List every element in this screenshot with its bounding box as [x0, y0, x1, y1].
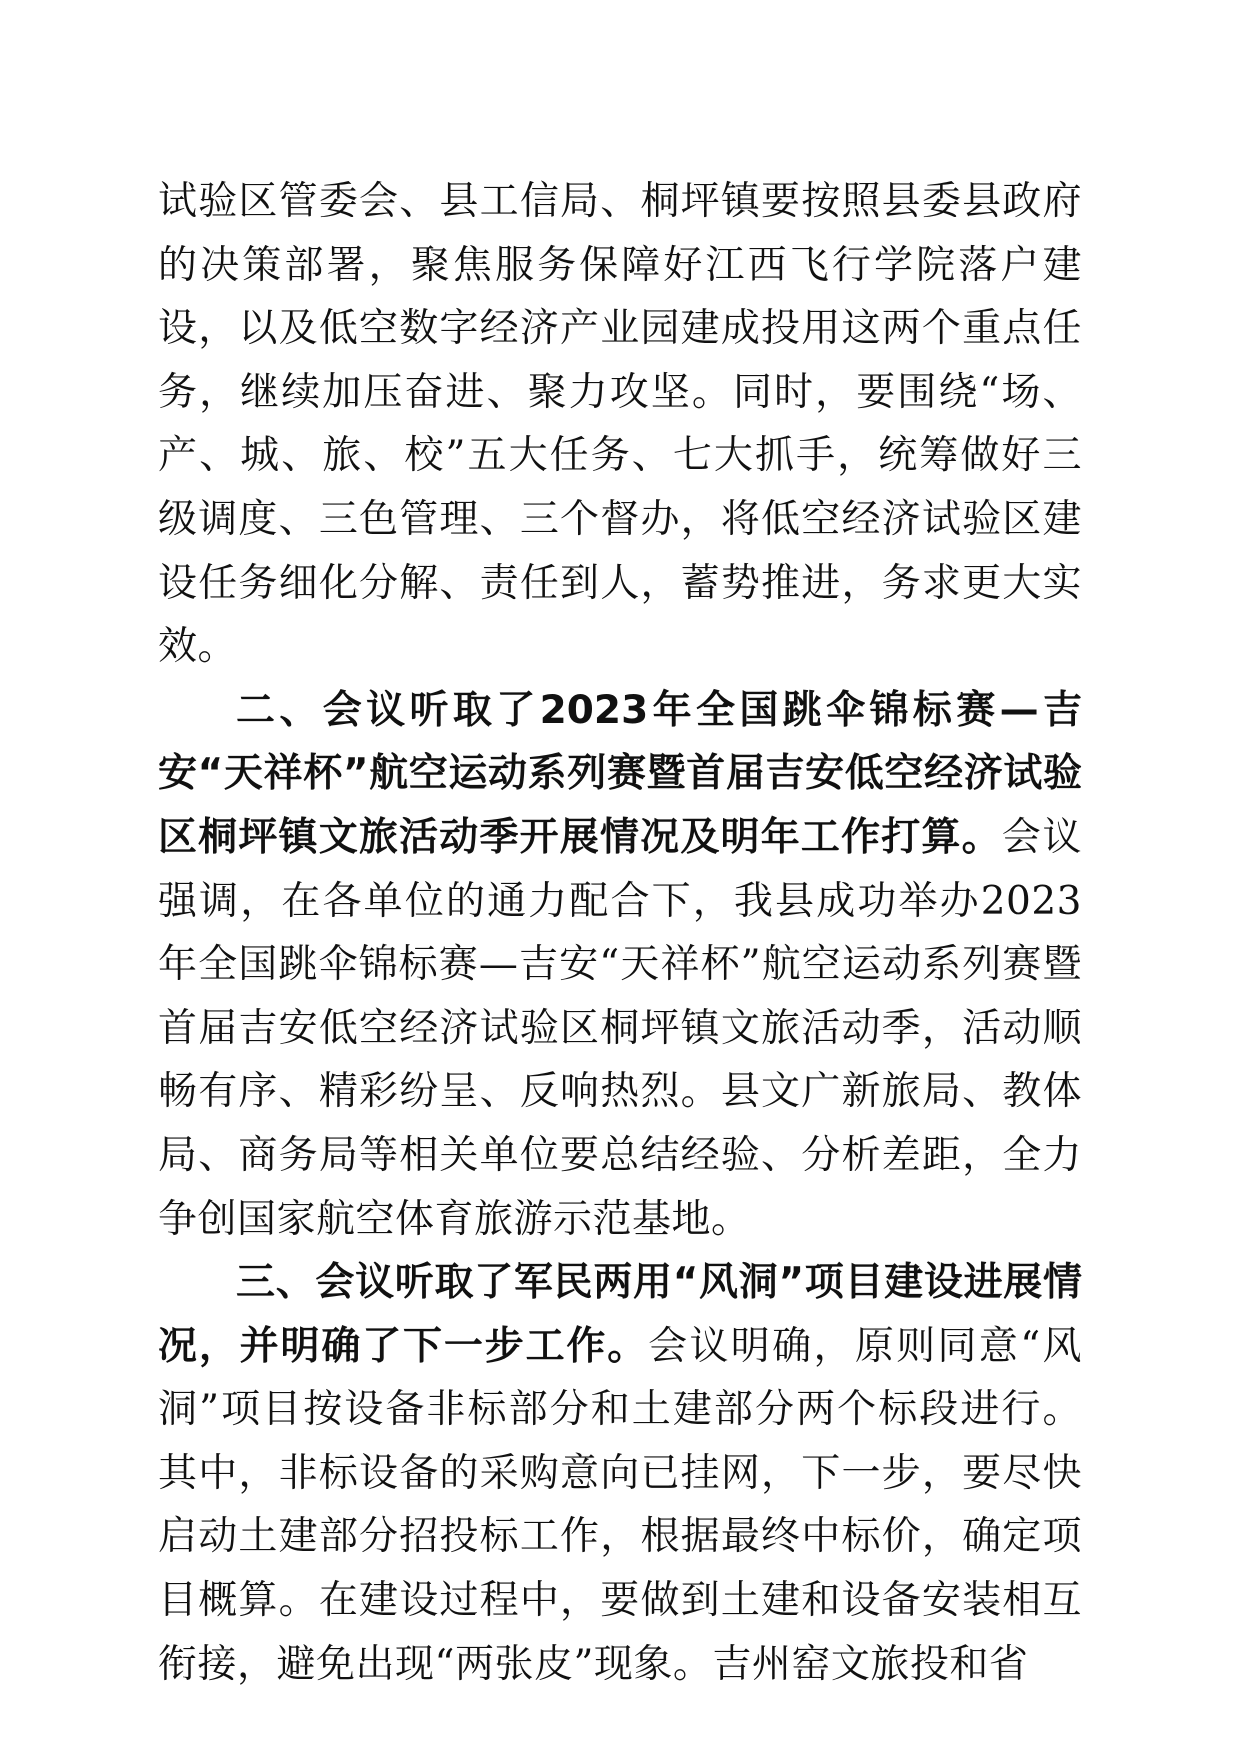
section-heading: 二、会议听取了2023年全国跳伞锦标赛—吉安“天祥杯”航空运动系列赛暨首届吉安低空经济试验区桐坪镇文旅活动季开展情况及明年工作打算。 — [158, 687, 1082, 860]
paragraph-continuation — [158, 170, 1082, 679]
document-page — [158, 170, 1082, 1696]
paragraph-section-2 — [158, 679, 1082, 1251]
paragraph-text: 会议明确，原则同意“风洞”项目按设备非标部分和土建部分两个标段进行。其中，非标设备的采购意向已挂网，下一步，要尽快启动土建部分招投标工作，根据最终中标价，确定项目概算。在建设过程中，要做到土建和设备安装相互衔接，避免出现“两张皮”现象。吉州窑文旅投和省 — [158, 1323, 1082, 1687]
paragraph-text: 会议强调，在各单位的通力配合下，我县成功举办2023年全国跳伞锦标赛—吉安“天祥杯”航空运动系列赛暨首届吉安低空经济试验区桐坪镇文旅活动季，活动顺畅有序、精彩纷呈、反响热烈。县文广新旅局、教体局、商务局等相关单位要总结经验、分析差距，全力争创国家航空体育旅游示范基地。 — [158, 814, 1082, 1242]
paragraph-text: 试验区管委会、县工信局、桐坪镇要按照县委县政府的决策部署，聚焦服务保障好江西飞行学院落户建设，以及低空数字经济产业园建成投用这两个重点任务，继续加压奋进、聚力攻坚。同时，要围绕“场、产、城、旅、校”五大任务、七大抓手，统筹做好三级调度、三色管理、三个督办，将低空经济试验区建设任务细化分解、责任到人，蓄势推进，务求更大实效。 — [158, 179, 1082, 670]
paragraph-section-3 — [158, 1251, 1082, 1696]
section-heading: 三、会议听取了军民两用“风洞”项目建设进展情况，并明确了下一步工作。 — [158, 1260, 1082, 1369]
